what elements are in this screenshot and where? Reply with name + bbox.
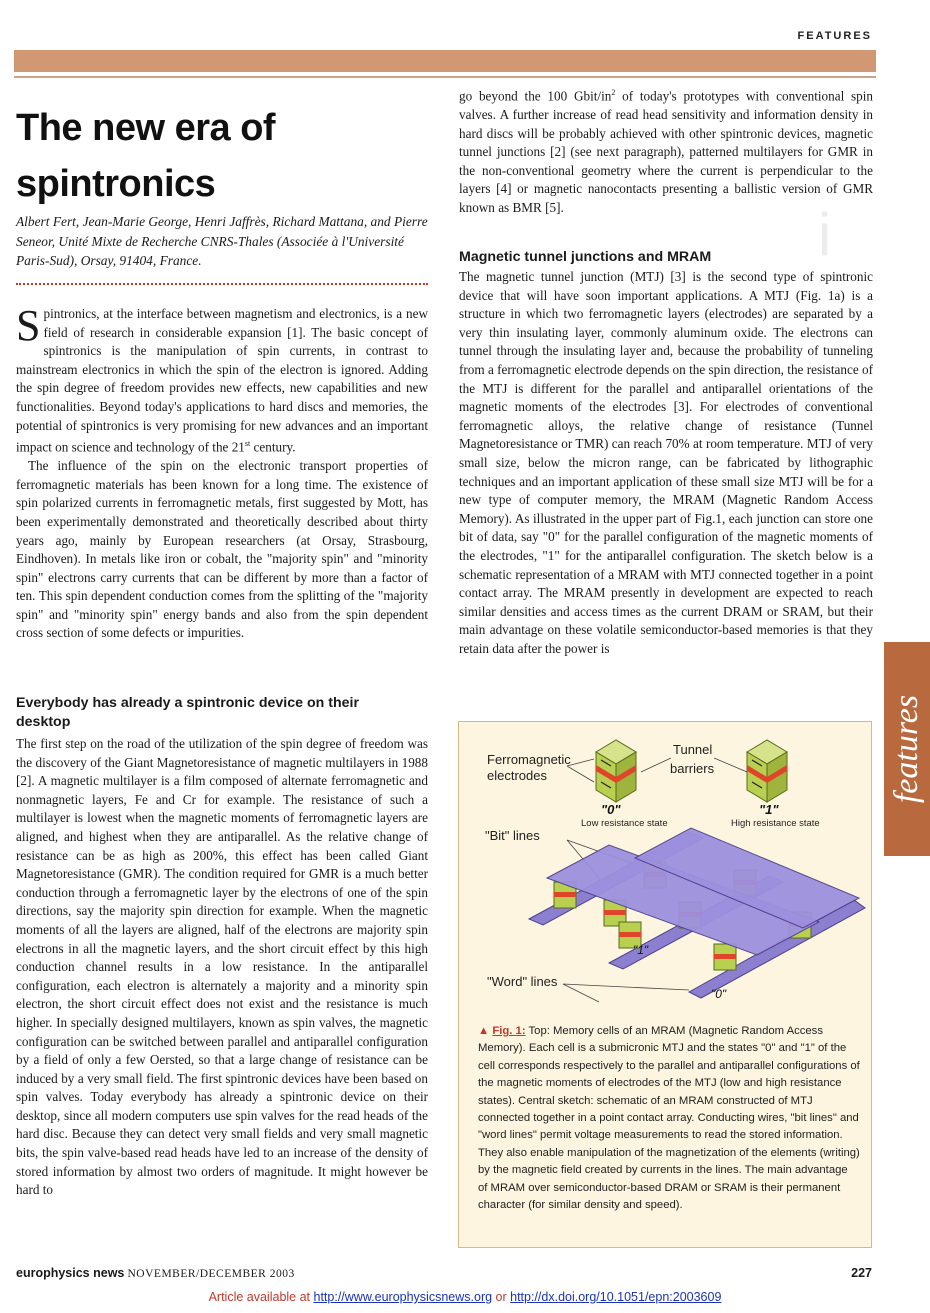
header-rule xyxy=(14,50,876,72)
section2-paragraph: The magnetic tunnel junction (MTJ) [3] is the second type of spintronic device that will have soon important applications. A MTJ (Fig. 1a) is a structure in which two ferromagnetic layers (electrodes) are separated by a very thin insulating layer, commonly aluminum oxide. The electrons can tunnel through the insulating layer and, because the probability of tunneling from a ferromagnetic electrode depends on the spin direction, the resistance of the MTJ is different for the parallel and antiparallel orientations of the magnetic moments of the electrodes [3]. For electrodes of conventional ferromagnetic alloys, the relative change of resistance (Tunnel Magnetoresistance or TMR) can reach 70% at room temperature. MTJ of very small size, below the micron range, can be fabricated by lithographic techniques and an important application of these small size MTJ will be for a new type of computer memory, the MRAM (Magnetic Random Access Memory). As illustrated in the upper part of Fig.1, each junction can store one bit of data, say "0" for the parallel configuration of the magnetic moments of the electrodes, "1" for the antiparallel configuration. The sketch below is a schematic representation of a MRAM with MTJ connected together in a point contact array. The MRAM presently in development are expected to reach similar densities and access times as the current DRAM or SRAM, but their main advantage on these volatile semiconductor-based memories is that they retain data after the power is xyxy=(459,269,873,656)
dotted-divider xyxy=(16,283,428,285)
column2-paragraph-1: go beyond the 100 Gbit/$in^2$ of today's prototypes with conventional spin valves. A further increase of read head sensitivity and information density in hard discs will be probably achieved with other spintronic devices, magnetic tunnel junctions [2] (see next paragraph), patterned multilayers for GMR in the non-conventional geometry where the current is perpendicular to the layers [4] or magnetic nanocontacts presenting a ballistic version of GMR known as BMR [5]. xyxy=(459,88,873,215)
word-lines-label: "Word" lines xyxy=(487,974,558,989)
title-line-2: spintronics xyxy=(16,163,216,205)
figure-reference-link[interactable]: Fig. 1: xyxy=(492,1025,526,1037)
issue-date: NOVEMBER/DECEMBER 2003 xyxy=(127,1268,295,1280)
label-tunnel-2: barriers xyxy=(670,761,715,776)
label-ferro-2: electrodes xyxy=(487,768,547,783)
caption-text: Top: Memory cells of an MRAM (Magnetic Random Access Memory). Each cell is a submicronic MTJ and the states "0" and "1" of the cell corresponds respectively to the parallel and antiparallel configurations of the magnetic moments of electrodes of the MTJ (low and high resistance states). Central sketch: schematic of an MRAM constructed of MTJ connected together in a point contact array. Conducting wires, "bit lines" and "word lines" permit voltage measurements to read the stored information. They also enable manipulation of the magnetization of the elements (writing) by the magnetic field created by currents in the lines. The main advantage of MRAM over semiconductor-based DRAM or SRAM is their permanent character (for similar density and speed). xyxy=(478,1025,860,1212)
state-0-desc: Low resistance state xyxy=(581,818,668,829)
faint-background-letter: i xyxy=(818,201,832,268)
side-section-tab xyxy=(884,642,930,856)
bit-lines-label: "Bit" lines xyxy=(485,828,540,843)
drop-cap: S xyxy=(16,301,41,350)
journal-name: europhysics news xyxy=(16,1266,125,1280)
mtj-cell-1 xyxy=(747,740,787,802)
author-list: Albert Fert, Jean-Marie George, Henri Jaffrès, Richard Mattana, and Pierre Seneor, Unité Mixte de Recherche CNRS-Thales (Associée à l'Université Paris-Sud), Orsay, 91404, France. xyxy=(16,214,428,268)
figure-caption xyxy=(478,1023,860,1214)
intro-text xyxy=(16,301,428,643)
intro-paragraph-2: The influence of the spin on the electronic transport properties of ferromagnetic materials has been known for a long time. The existence of spin polarized currents in ferromagnetic metals, first suggested by Mott, has been experimentally demonstrated and theoretically described about thirty years ago, mainly by European researchers (at Orsay, Strasbourg, Eindhoven). In metals like iron or cobalt, the "majority spin" and "minority spin" electrons carry currents that can be different by more than a factor of ten. This spin dependent conduction comes from the splitting of the "majority spin" and "minority spin" energy bands and also from the spin dependent cross section of some defects or impurities. xyxy=(16,458,428,641)
mtj-cell-0 xyxy=(596,740,636,802)
column2-top-text xyxy=(459,84,873,218)
caption-marker-icon: ▲ xyxy=(478,1025,490,1037)
section-heading-desktop: Everybody has already a spintronic device on their desktop xyxy=(16,695,359,730)
state-1-label: "1" xyxy=(759,802,779,817)
journal-footer xyxy=(16,1266,295,1281)
header-rule-line xyxy=(14,76,876,78)
side-tab-label: features xyxy=(888,694,925,804)
section-label: FEATURES xyxy=(797,30,872,42)
page-number: 227 xyxy=(851,1266,872,1280)
sketch-1-label: "1" xyxy=(633,943,649,957)
section2-text xyxy=(459,268,873,658)
section-heading-mtj: Magnetic tunnel junctions and MRAM xyxy=(459,249,712,265)
state-0-label: "0" xyxy=(601,802,621,817)
sketch-0-label: "0" xyxy=(711,987,727,1001)
availability-line: Article available at http://www.europhysicsnews.org or http://dx.doi.org/10.1051/epn:2003609 xyxy=(208,1290,722,1304)
state-1-desc: High resistance state xyxy=(731,818,820,829)
word-leader xyxy=(563,984,689,1002)
section1-paragraph: The first step on the road of the utilization of the spin degree of freedom was the discovery of the Giant Magnetoresistance of magnetic multilayers in 1988 [2]. A magnetic multilayer is a film composed of alternate ferromagnetic and nonmagnetic layers, Fe and Cr for example. The resistance of such a multilayer is lowest when the magnetic moments of ferromagnetic layers are aligned, and highest when they are antiparallel. As the relative change of resistance can be as high as 200%, this effect has been called Giant Magnetoresistance (GMR). The condition required for GMR is a much better conduction through a ferromagnetic layer by the electrons of one of the spin directions, say the majority spin direction for example. When the magnetic moments of all the layers are aligned, half of the electrons are majority spin electrons in all the magnetic layers, and the short circuit effect by this high conduction channel results in a low resistance. In the antiparallel configuration, each electron is alternately a majority and a minority spin electron, the short circuit effect does not exist and the resistance is much higher. In specially designed multilayers, known as spin valves, the magnetic configuration can be switched between parallel and antiparallel configuration by a field of only a few Oersted, so that a large change of resistance can be induced by a very small field. The first spintronic devices have been based on spin valves. Today everybody has already a spintronic device on their desktop, since all modern computers use spin valves for the read heads of the hard disc. Because they can detect very small fields and very small magnetic bits, the spin valve-based read heads have led to an increase of the density of stored information by almost two orders of magnitude. It might however be hard to xyxy=(16,736,428,1198)
ferro-leader xyxy=(567,759,594,782)
title-line-1: The new era of xyxy=(16,107,276,149)
journal-link[interactable]: http://www.europhysicsnews.org xyxy=(313,1290,493,1304)
label-ferro-1: Ferromagnetic xyxy=(487,752,571,767)
doi-link[interactable]: http://dx.doi.org/10.1051/epn:2003609 xyxy=(510,1290,722,1304)
intro-paragraph-1: Spintronics, at the interface between magnetism and electronics, is a new field of research in considerable expansion [1]. The basic concept of spintronics is the manipulation of spin currents, in contrast to mainstream electronics in which the spin of the electron is ignored. Adding the spin degree of freedom provides new effects, new capabilities and new functionalities. Beyond today's applications to hard discs and memories, the potential of spintronics is very promising for new advances and an important impact on science and technology of the 21st century. xyxy=(16,301,428,455)
section1-text xyxy=(16,735,428,1200)
label-tunnel-1: Tunnel xyxy=(673,742,713,757)
article-title xyxy=(16,100,426,212)
mram-diagram xyxy=(459,722,871,1022)
